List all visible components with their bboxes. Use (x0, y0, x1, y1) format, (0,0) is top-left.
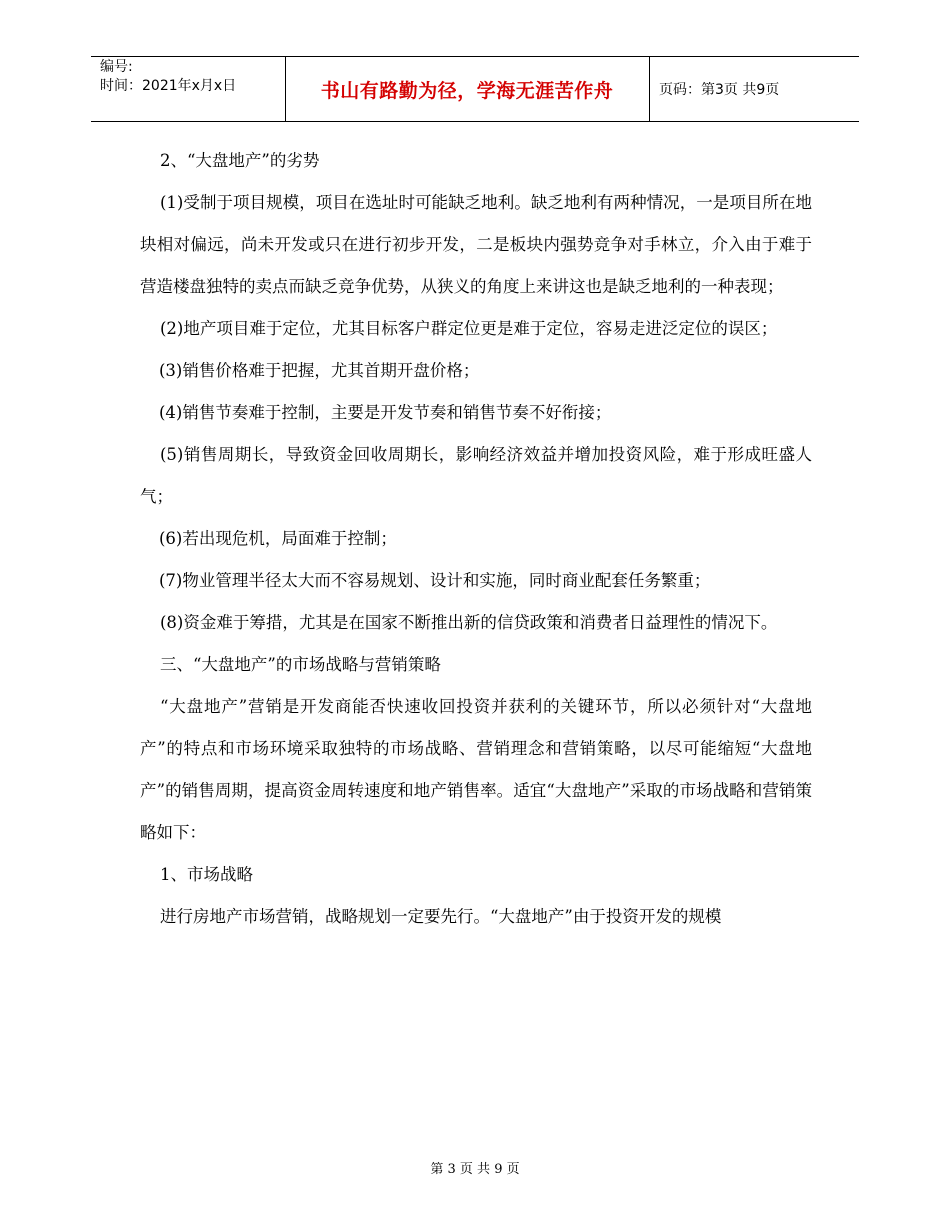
document-body (140, 140, 812, 938)
paragraph-item-3: (3)销售价格难于把握，尤其首期开盘价格； (159, 361, 480, 380)
header-top-rule (91, 56, 859, 57)
header-bottom-rule (91, 121, 859, 122)
paragraph-item-2: (2)地产项目难于定位，尤其目标客户群定位更是难于定位，容易走进泛定位的误区； (160, 319, 778, 338)
header-meta (100, 58, 236, 96)
paragraph-item-5: (5)销售周期长，导致资金回收周期长，影响经济效益并增加投资风险，难于形成旺盛人气； (140, 445, 812, 506)
subsection-heading-market-strategy: 1、市场战略 (160, 865, 253, 884)
paragraph-market-strategy: 进行房地产市场营销，战略规划一定要先行。“大盘地产”由于投资开发的规模 (160, 907, 722, 926)
paragraph-item-4: (4)销售节奏难于控制，主要是开发节奏和销售节奏不好衔接； (159, 403, 612, 422)
section-heading-strategy: 三、“大盘地产”的市场战略与营销策略 (160, 655, 441, 674)
paragraph-item-1: (1)受制于项目规模，项目在选址时可能缺乏地利。缺乏地利有两种情况，一是项目所在地块相对偏远，尚未开发或只在进行初步开发，二是板块内强势竞争对手林立，介入由于难于营造楼盘独特的卖点而缺乏竞争优势，从狭义的角度上来讲这也是缺乏地利的一种表现； (140, 193, 812, 296)
paragraph-item-6: (6)若出现危机，局面难于控制； (159, 529, 397, 548)
paragraph-item-8: (8)资金难于筹措，尤其是在国家不断推出新的信贷政策和消费者日益理性的情况下。 (160, 613, 778, 632)
section-heading-disadvantages: 2、“大盘地产”的劣势 (160, 151, 320, 170)
header-page-info: 页码：第3页 共9页 (659, 82, 780, 98)
paragraph-item-7: (7)物业管理半径太大而不容易规划、设计和实施，同时商业配套任务繁重； (159, 571, 711, 590)
page-footer: 第 3 页 共 9 页 (430, 1162, 520, 1177)
paragraph-strategy-intro: “大盘地产”营销是开发商能否快速收回投资并获利的关键环节，所以必须针对“大盘地产”的特点和市场环境采取独特的市场战略、营销理念和营销策略，以尽可能缩短“大盘地产”的销售周期，提高资金周转速度和地产销售率。适宜“大盘地产”采取的市场战略和营销策略如下： (140, 697, 812, 842)
header-motto: 书山有路勤为径，学海无涯苦作舟 (320, 80, 614, 102)
document-time-label: 时间：2021年x月x日 (100, 78, 237, 94)
document-number-label: 编号: (100, 59, 133, 75)
header-divider-right (649, 56, 650, 121)
